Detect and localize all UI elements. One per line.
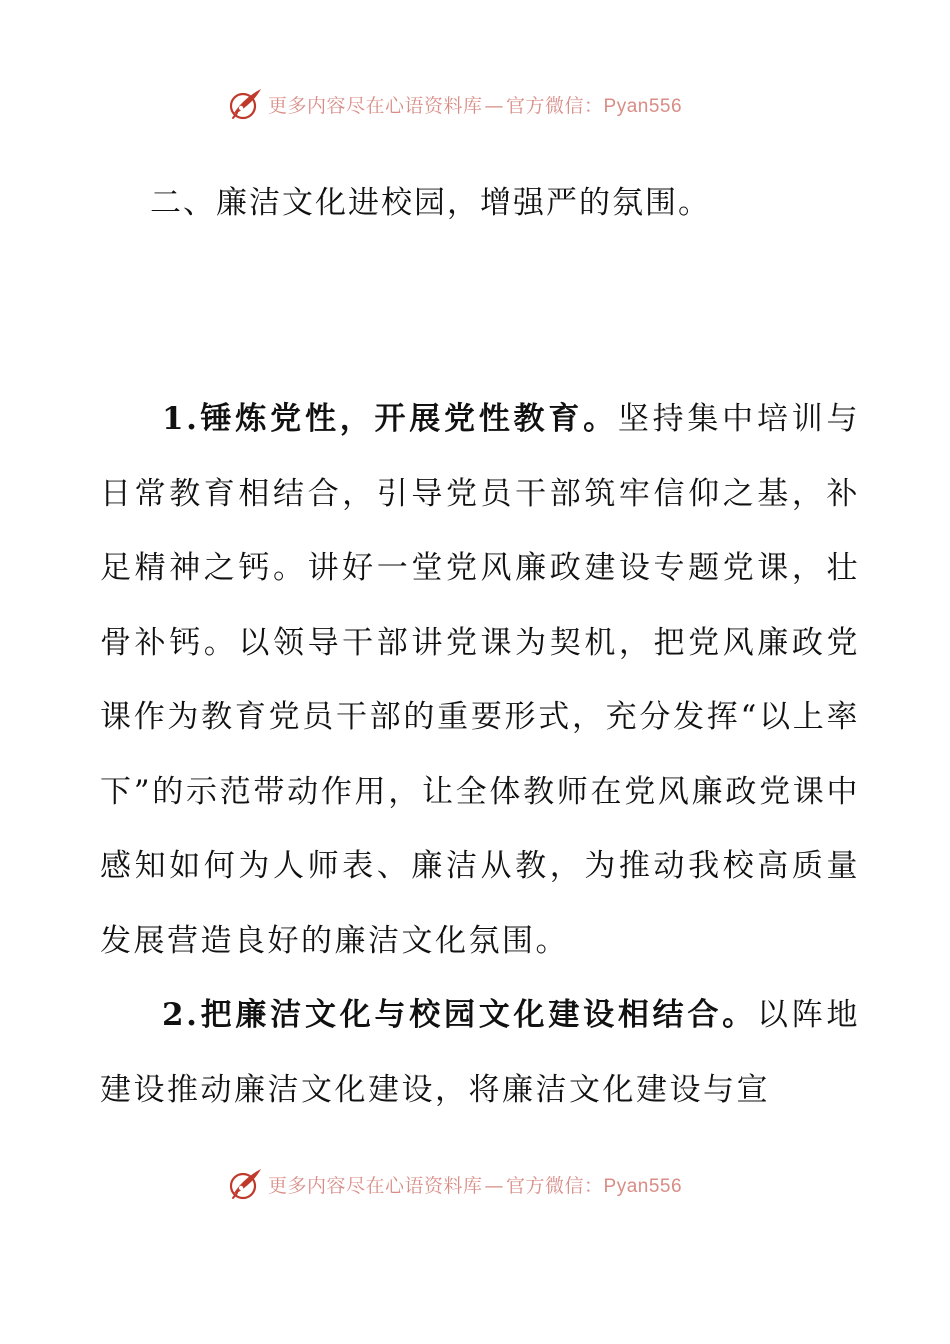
paragraph-1-lead: 1.锤炼党性，开展党性教育。	[162, 401, 618, 437]
banner-wechat-id: Pyan556	[603, 1175, 683, 1197]
banner-wechat-id: Pyan556	[603, 95, 683, 117]
banner-slogan: 更多内容尽在心语资料库	[268, 1174, 483, 1197]
banner-wechat-label: 官方微信：	[506, 94, 604, 117]
section-heading: 二、廉洁文化进校园，增强严的氛围。	[150, 185, 711, 221]
paragraph-1-body: 坚持集中培训与日常教育相结合，引导党员干部筑牢信仰之基，补足精神之钙。讲好一堂党风廉政建设专题党课，壮骨补钙。以领导干部讲党课为契机，把党风廉政党课作为教育党员干部的重要形式，充分发挥“以上率下”的示范带动作用，让全体教师在党风廉政党课中感知如何为人师表、廉洁从教，为推动我校高质量发展营造良好的廉洁文化氛围。	[100, 401, 860, 959]
document-body	[100, 382, 860, 1127]
paragraph-2-lead: 2.把廉洁文化与校园文化建设相结合。	[162, 997, 757, 1033]
footer-banner	[228, 1164, 728, 1204]
paragraph-1	[100, 382, 860, 978]
banner-text	[268, 1171, 682, 1198]
paragraph-2-body: 以阵地建设推动廉洁文化建设，将廉洁文化建设与宣	[100, 997, 860, 1108]
banner-text	[268, 91, 682, 118]
quill-pen-logo-icon	[228, 86, 264, 122]
banner-wechat-label: 官方微信：	[506, 1174, 604, 1197]
banner-slogan: 更多内容尽在心语资料库	[268, 94, 483, 117]
paragraph-2	[100, 978, 860, 1127]
banner-separator: —	[484, 94, 505, 117]
header-banner	[228, 84, 728, 124]
quill-pen-logo-icon	[228, 1166, 264, 1202]
banner-separator: —	[484, 1174, 505, 1197]
